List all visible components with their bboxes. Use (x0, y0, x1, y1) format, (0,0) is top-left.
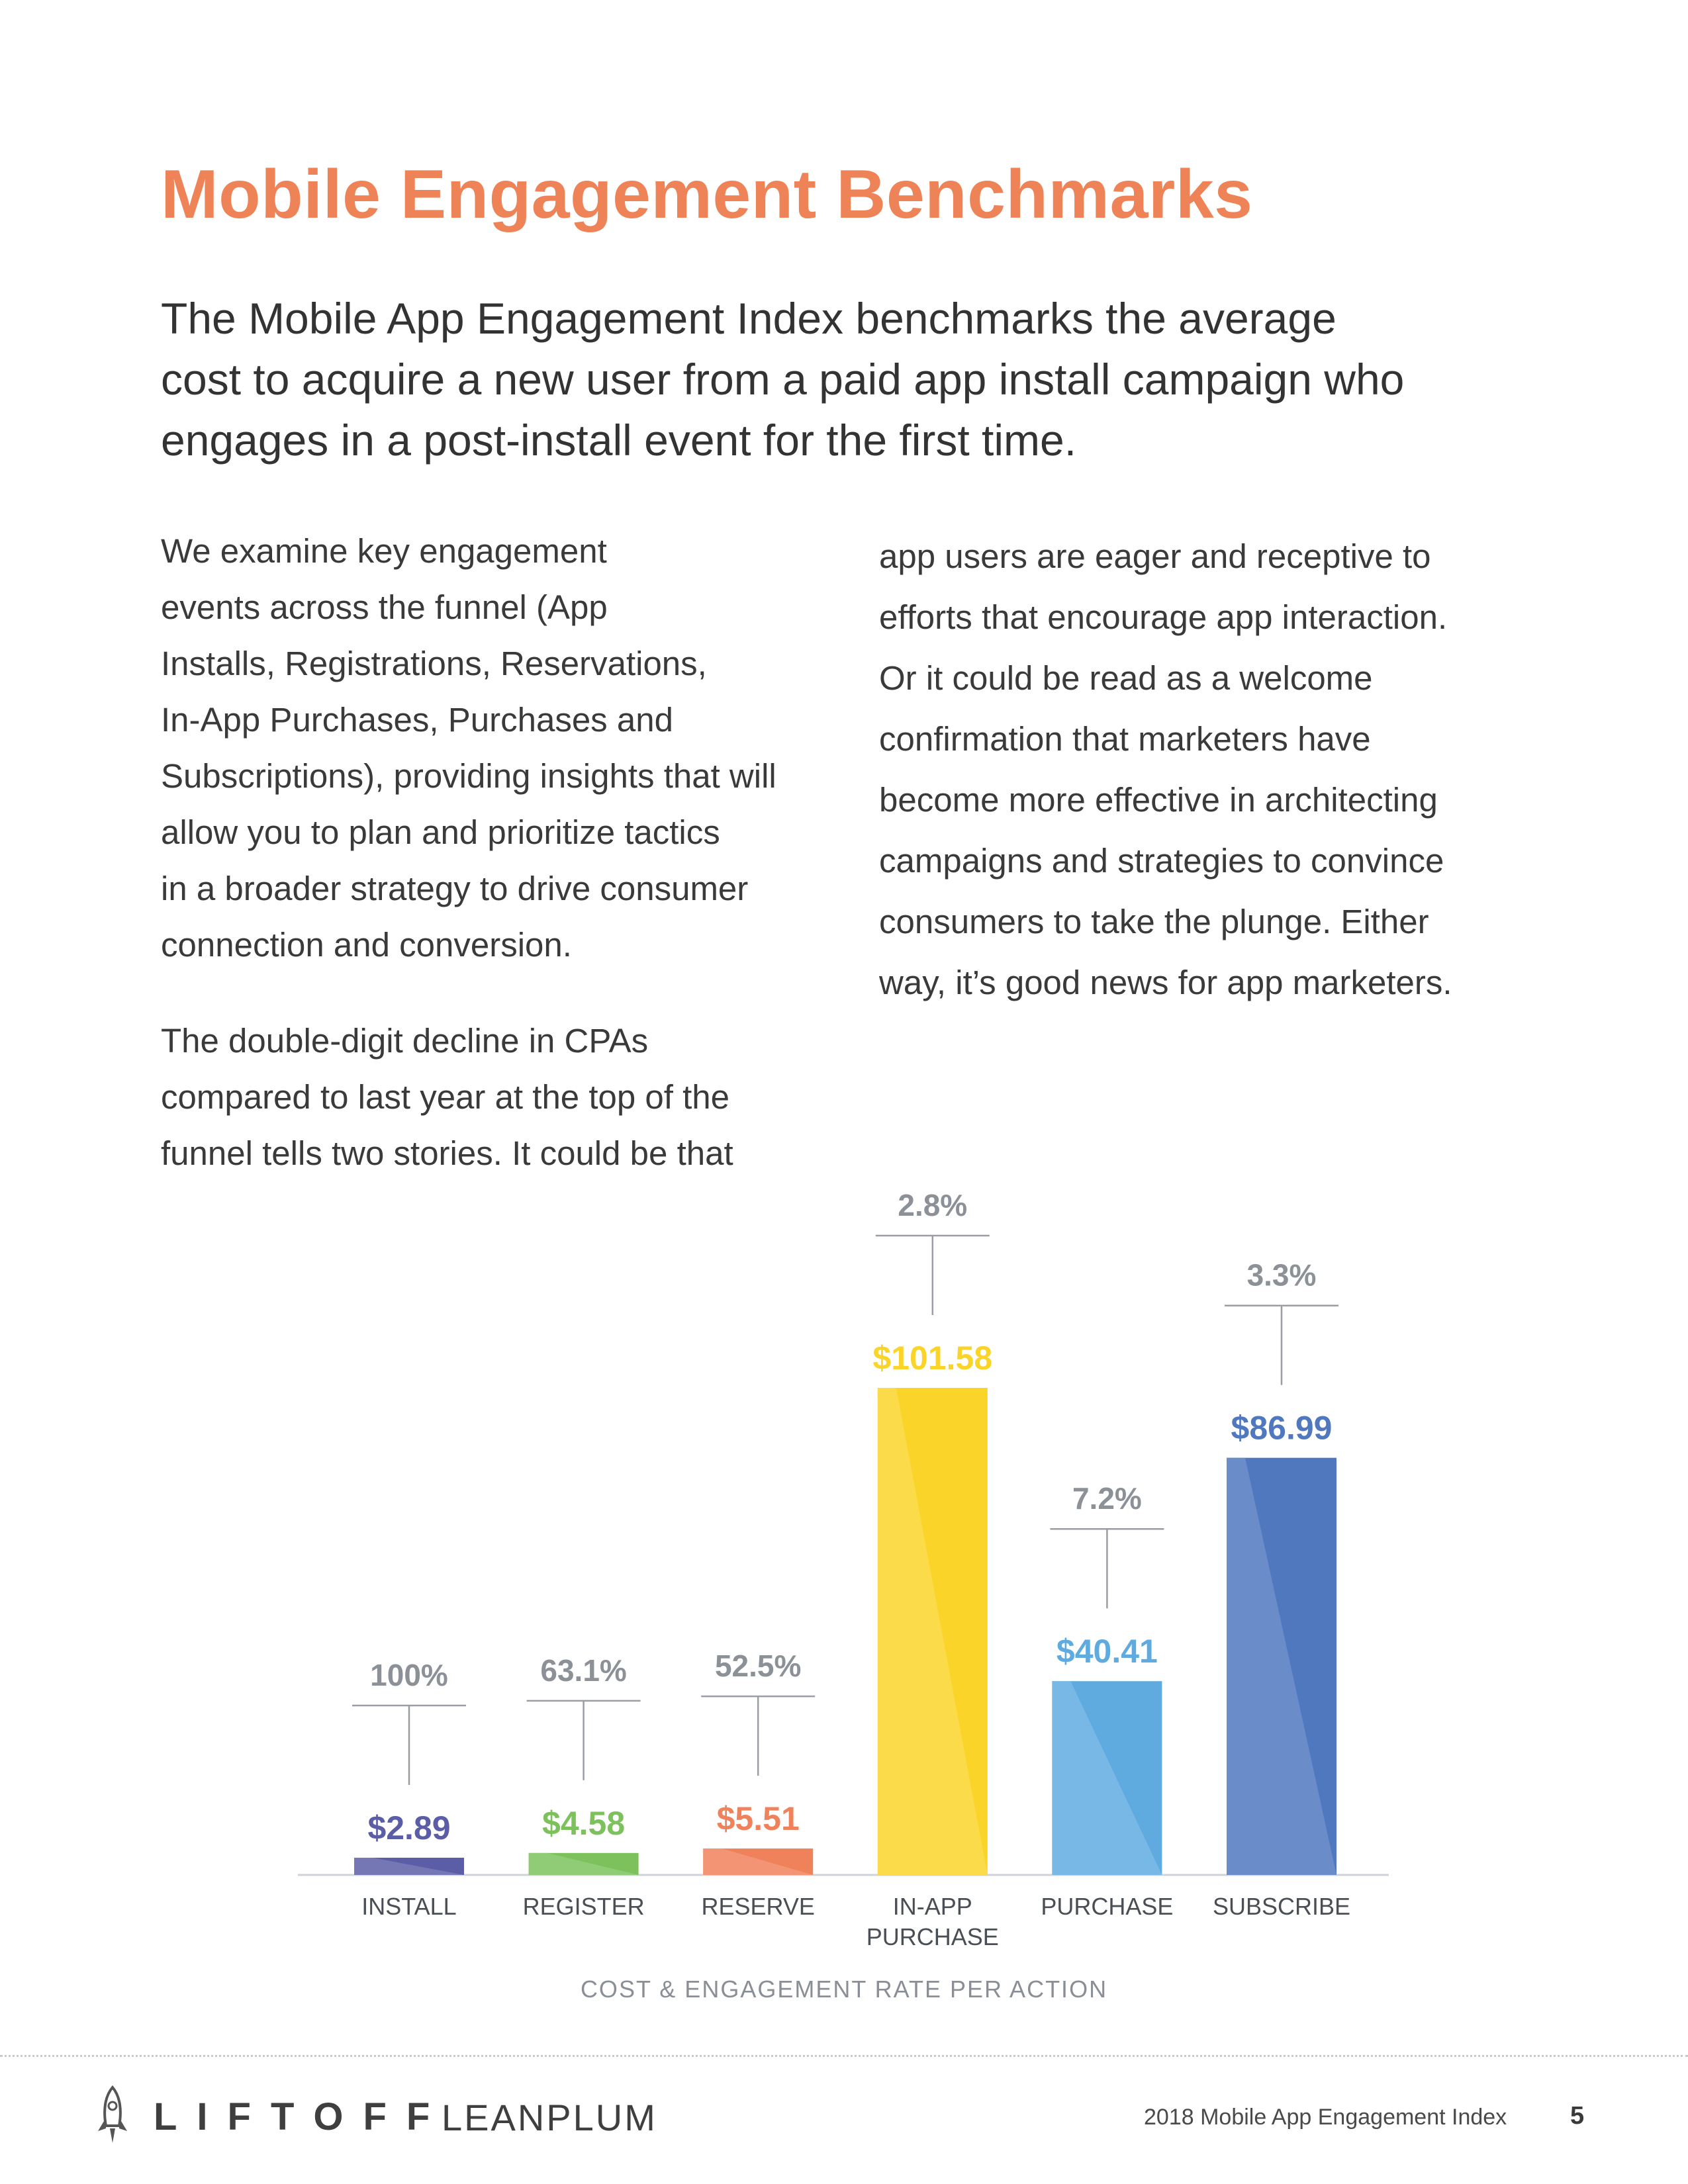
body-line: way, it’s good news for app marketers. (879, 964, 1452, 1001)
body-line: consumers to take the plunge. Either (879, 903, 1429, 940)
body-line: Installs, Registrations, Reservations, (161, 645, 707, 682)
body-line: in a broader strategy to drive consumer (161, 870, 749, 907)
intro-line: The Mobile App Engagement Index benchmarks the average (161, 294, 1336, 343)
body-line: confirmation that marketers have (879, 720, 1371, 758)
body-line: funnel tells two stories. It could be that (161, 1134, 733, 1172)
leanplum-logo: LEANPLUM (442, 2097, 657, 2138)
x-tick-label: RESERVE (701, 1893, 815, 1920)
data-label: $40.41 (1056, 1633, 1158, 1670)
x-tick-label: PURCHASE (1041, 1893, 1174, 1920)
data-label: $5.51 (716, 1800, 800, 1838)
page-title: Mobile Engagement Benchmarks (161, 156, 1253, 233)
x-tick-label: PURCHASE (866, 1923, 999, 1950)
data-label: $4.58 (542, 1804, 626, 1842)
x-tick-label: REGISTER (522, 1893, 645, 1920)
rocket-icon (93, 2085, 132, 2151)
body-line: Subscriptions), providing insights that will (161, 757, 776, 795)
x-tick-label: INSTALL (361, 1893, 457, 1920)
rate-label: 52.5% (714, 1649, 802, 1684)
intro-line: cost to acquire a new user from a paid app install campaign who (161, 355, 1405, 404)
page-number: 5 (1570, 2102, 1585, 2130)
liftoff-logo: LIFTOFF (154, 2095, 450, 2138)
body-line: events across the funnel (App (161, 588, 608, 626)
data-label: $2.89 (367, 1809, 451, 1846)
body-line: Or it could be read as a welcome (879, 659, 1373, 697)
data-label: $101.58 (872, 1340, 993, 1377)
x-tick-label: SUBSCRIBE (1212, 1893, 1351, 1920)
x-tick-label: IN-APP (892, 1893, 972, 1920)
intro-line: engages in a post-install event for the first time. (161, 416, 1077, 465)
body-line: The double-digit decline in CPAs (161, 1022, 649, 1060)
chart-caption: COST & ENGAGEMENT RATE PER ACTION (580, 1976, 1108, 2003)
body-line: compared to last year at the top of the (161, 1078, 730, 1116)
body-line: allow you to plan and prioritize tactics (161, 813, 720, 851)
rate-label: 100% (370, 1658, 448, 1692)
body-line: become more effective in architecting (879, 781, 1438, 819)
rate-label: 2.8% (898, 1188, 968, 1222)
body-line: app users are eager and receptive to (879, 537, 1431, 575)
rate-label: 7.2% (1072, 1481, 1142, 1516)
rate-label: 63.1% (540, 1653, 627, 1688)
body-line: connection and conversion. (161, 926, 572, 964)
body-line: In-App Purchases, Purchases and (161, 701, 673, 739)
data-label: $86.99 (1231, 1409, 1333, 1447)
body-line: We examine key engagement (161, 532, 607, 570)
footer-document-title: 2018 Mobile App Engagement Index (1144, 2105, 1507, 2130)
footer-divider (0, 2055, 1688, 2057)
body-line: efforts that encourage app interaction. (879, 598, 1448, 636)
rate-label: 3.3% (1246, 1257, 1317, 1293)
body-line: campaigns and strategies to convince (879, 842, 1444, 880)
